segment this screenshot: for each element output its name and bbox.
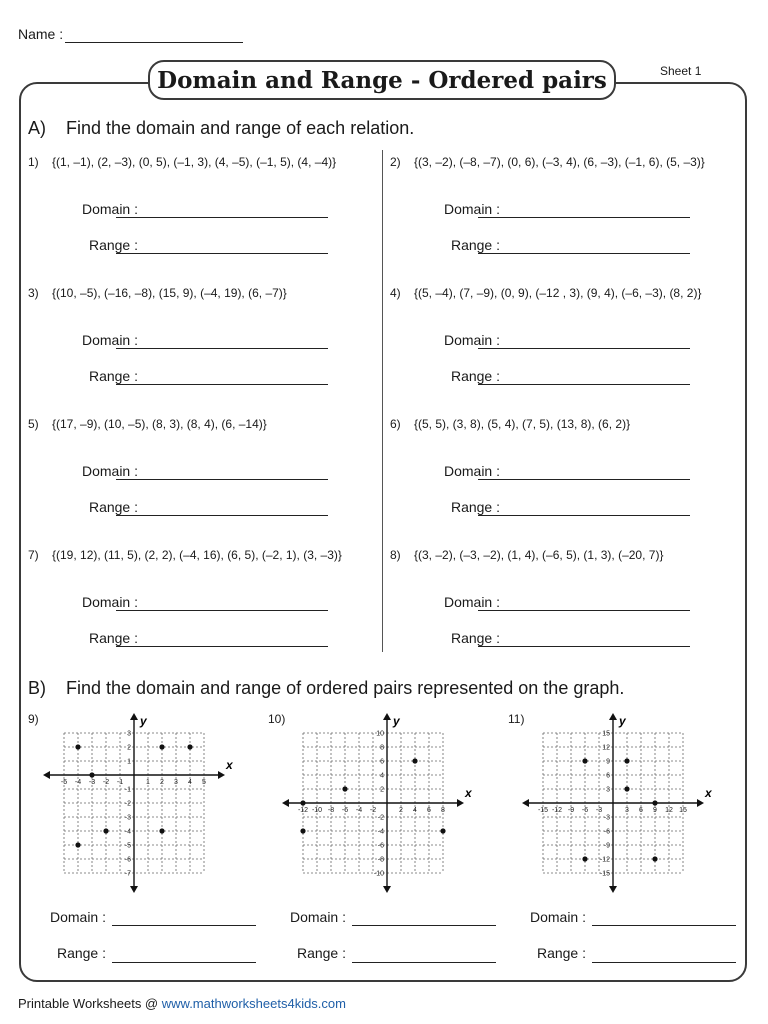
y-axis-label: y — [140, 714, 147, 728]
x-tick-label: 3 — [174, 779, 178, 786]
ordered-pairs: {(10, –5), (–16, –8), (15, 9), (–4, 19), (6, –7)} — [52, 286, 287, 300]
ordered-pairs: {(3, –2), (–8, –7), (0, 6), (–3, 4), (6, –3), (–1, 6), (5, –3)} — [414, 155, 705, 169]
x-tick-label: 15 — [679, 807, 687, 814]
y-tick-label: -2 — [124, 800, 131, 808]
y-tick-label: -4 — [377, 828, 384, 836]
y-tick-label: -6 — [124, 856, 131, 864]
ordered-pairs: {(5, 5), (3, 8), (5, 4), (7, 5), (13, 8), (6, 2)} — [414, 417, 631, 431]
y-tick-label: 9 — [606, 758, 610, 766]
x-axis-label: x — [705, 786, 712, 800]
x-tick-label: 12 — [665, 807, 673, 814]
x-tick-label: -2 — [102, 779, 110, 786]
y-tick-label: -10 — [373, 870, 384, 878]
graph-number: 11) — [508, 712, 525, 726]
x-tick-label: -1 — [116, 779, 124, 786]
section-a-letter: A) — [28, 118, 46, 138]
data-point — [103, 828, 108, 833]
x-tick-label: 4 — [413, 807, 417, 814]
x-tick-label: -6 — [341, 807, 349, 814]
range-answer-field[interactable] — [116, 515, 328, 516]
range-label: Range : — [88, 630, 138, 646]
range-label: Range : — [450, 368, 500, 384]
data-point — [159, 828, 164, 833]
range-answer-field[interactable] — [478, 515, 690, 516]
data-point — [652, 856, 657, 861]
y-axis-label: y — [619, 714, 626, 728]
data-point — [624, 758, 629, 763]
section-b-heading — [28, 678, 624, 699]
domain-answer-field[interactable] — [478, 348, 690, 349]
range-label: Range : — [296, 945, 346, 961]
x-tick-label: -6 — [581, 807, 589, 814]
data-point — [412, 758, 417, 763]
y-tick-label: 8 — [380, 744, 384, 752]
x-tick-label: -8 — [327, 807, 335, 814]
domain-answer-field[interactable] — [352, 925, 496, 926]
x-tick-label: 9 — [653, 807, 657, 814]
column-divider — [382, 150, 383, 652]
data-point — [89, 772, 94, 777]
domain-label: Domain : — [81, 332, 138, 348]
x-tick-label: 1 — [146, 779, 150, 786]
x-tick-label: 6 — [639, 807, 643, 814]
data-point — [652, 800, 657, 805]
x-tick-label: 3 — [625, 807, 629, 814]
data-point — [342, 786, 347, 791]
x-tick-label: 5 — [202, 779, 206, 786]
x-axis-label: x — [465, 786, 472, 800]
ordered-pairs: {(19, 12), (11, 5), (2, 2), (–4, 16), (6, 5), (–2, 1), (3, –3)} — [52, 548, 342, 562]
range-label: Range : — [88, 368, 138, 384]
section-b-instruction: Find the domain and range of ordered pairs represented on the graph. — [66, 678, 625, 698]
section-a-heading — [28, 118, 414, 139]
y-tick-label: 1 — [127, 758, 131, 766]
domain-label: Domain : — [49, 909, 106, 925]
data-point — [159, 744, 164, 749]
page-title: Domain and Range - Ordered pairs — [148, 60, 616, 100]
y-tick-label: 6 — [606, 772, 610, 780]
data-point — [582, 856, 587, 861]
x-axis-label: x — [226, 758, 233, 772]
problem-number: 2) — [390, 155, 401, 169]
x-tick-label: 2 — [399, 807, 403, 814]
footer-link[interactable]: www.mathworksheets4kids.com — [161, 996, 346, 1011]
domain-label: Domain : — [81, 463, 138, 479]
domain-answer-field[interactable] — [116, 217, 328, 218]
x-tick-label: -12 — [297, 807, 309, 814]
y-tick-label: 15 — [602, 730, 610, 738]
domain-answer-field[interactable] — [478, 610, 690, 611]
y-tick-label: 2 — [127, 744, 131, 752]
range-answer-field[interactable] — [116, 646, 328, 647]
range-answer-field[interactable] — [116, 253, 328, 254]
problem-number: 8) — [390, 548, 401, 562]
x-tick-label: -10 — [311, 807, 323, 814]
graph-number: 9) — [28, 712, 39, 726]
range-answer-field[interactable] — [478, 646, 690, 647]
footer-text: Printable Worksheets @ — [18, 996, 162, 1011]
section-a-instruction: Find the domain and range of each relation. — [66, 118, 415, 138]
y-tick-label: -7 — [124, 870, 131, 878]
domain-label: Domain : — [443, 332, 500, 348]
x-tick-label: -3 — [88, 779, 96, 786]
data-point — [75, 744, 80, 749]
problem-number: 5) — [28, 417, 39, 431]
y-tick-label: -2 — [377, 814, 384, 822]
domain-answer-field[interactable] — [116, 348, 328, 349]
name-label: Name : — [18, 26, 64, 42]
data-point — [582, 758, 587, 763]
y-tick-label: 4 — [380, 772, 384, 780]
x-tick-label: -5 — [60, 779, 68, 786]
x-tick-label: -9 — [567, 807, 575, 814]
x-tick-label: -4 — [74, 779, 82, 786]
range-label: Range : — [450, 499, 500, 515]
domain-answer-field[interactable] — [116, 610, 328, 611]
domain-label: Domain : — [81, 201, 138, 217]
x-tick-label: 4 — [188, 779, 192, 786]
coordinate-graph — [283, 713, 513, 898]
problem-number: 3) — [28, 286, 39, 300]
x-tick-label: -12 — [551, 807, 563, 814]
y-tick-label: -6 — [377, 842, 384, 850]
y-tick-label: -4 — [124, 828, 131, 836]
data-point — [624, 786, 629, 791]
ordered-pairs: {(17, –9), (10, –5), (8, 3), (8, 4), (6, –14)} — [52, 417, 267, 431]
y-tick-label: -8 — [377, 856, 384, 864]
y-tick-label: 10 — [376, 730, 384, 738]
domain-answer-field[interactable] — [592, 925, 736, 926]
domain-answer-field[interactable] — [116, 479, 328, 480]
ordered-pairs: {(5, –4), (7, –9), (0, 9), (–12 , 3), (9, 4), (–6, –3), (8, 2)} — [414, 286, 702, 300]
section-b-letter: B) — [28, 678, 46, 698]
x-tick-label: -3 — [595, 807, 603, 814]
problem-number: 6) — [390, 417, 401, 431]
data-point — [440, 828, 445, 833]
x-tick-label: -15 — [537, 807, 549, 814]
y-tick-label: 12 — [602, 744, 610, 752]
y-tick-label: 3 — [606, 786, 610, 794]
domain-answer-field[interactable] — [478, 479, 690, 480]
range-answer-field[interactable] — [112, 962, 256, 963]
coordinate-graph — [523, 713, 753, 898]
x-tick-label: -2 — [369, 807, 377, 814]
domain-answer-field[interactable] — [112, 925, 256, 926]
x-tick-label: 2 — [160, 779, 164, 786]
range-label: Range : — [450, 630, 500, 646]
y-tick-label: -5 — [124, 842, 131, 850]
domain-label: Domain : — [443, 201, 500, 217]
range-label: Range : — [450, 237, 500, 253]
graph-number: 10) — [268, 712, 286, 726]
y-tick-label: -6 — [603, 828, 610, 836]
data-point — [300, 800, 305, 805]
domain-label: Domain : — [81, 594, 138, 610]
range-label: Range : — [56, 945, 106, 961]
domain-answer-field[interactable] — [478, 217, 690, 218]
problem-number: 4) — [390, 286, 401, 300]
range-answer-field[interactable] — [478, 253, 690, 254]
y-tick-label: 3 — [127, 730, 131, 738]
range-label: Range : — [536, 945, 586, 961]
ordered-pairs: {(1, –1), (2, –3), (0, 5), (–1, 3), (4, –5), (–1, 5), (4, –4)} — [52, 155, 337, 169]
data-point — [300, 828, 305, 833]
range-label: Range : — [88, 499, 138, 515]
range-answer-field[interactable] — [592, 962, 736, 963]
data-point — [75, 842, 80, 847]
y-tick-label: 6 — [380, 758, 384, 766]
footer — [18, 996, 346, 1011]
ordered-pairs: {(3, –2), (–3, –2), (1, 4), (–6, 5), (1, 3), (–20, 7)} — [414, 548, 664, 562]
range-answer-field[interactable] — [478, 384, 690, 385]
problem-number: 1) — [28, 155, 39, 169]
domain-label: Domain : — [443, 463, 500, 479]
y-tick-label: -3 — [603, 814, 610, 822]
coordinate-graph — [44, 713, 274, 898]
domain-label: Domain : — [443, 594, 500, 610]
domain-label: Domain : — [289, 909, 346, 925]
y-tick-label: -12 — [599, 856, 610, 864]
y-tick-label: -3 — [124, 814, 131, 822]
range-label: Range : — [88, 237, 138, 253]
x-tick-label: 6 — [427, 807, 431, 814]
sheet-label: Sheet 1 — [660, 64, 702, 78]
y-tick-label: -9 — [603, 842, 610, 850]
y-tick-label: -1 — [124, 786, 131, 794]
x-tick-label: -4 — [355, 807, 363, 814]
name-field[interactable] — [65, 42, 243, 43]
range-answer-field[interactable] — [116, 384, 328, 385]
data-point — [187, 744, 192, 749]
domain-label: Domain : — [529, 909, 586, 925]
problem-number: 7) — [28, 548, 39, 562]
x-tick-label: 8 — [441, 807, 445, 814]
range-answer-field[interactable] — [352, 962, 496, 963]
y-tick-label: 2 — [380, 786, 384, 794]
y-tick-label: -15 — [599, 870, 610, 878]
y-axis-label: y — [393, 714, 400, 728]
